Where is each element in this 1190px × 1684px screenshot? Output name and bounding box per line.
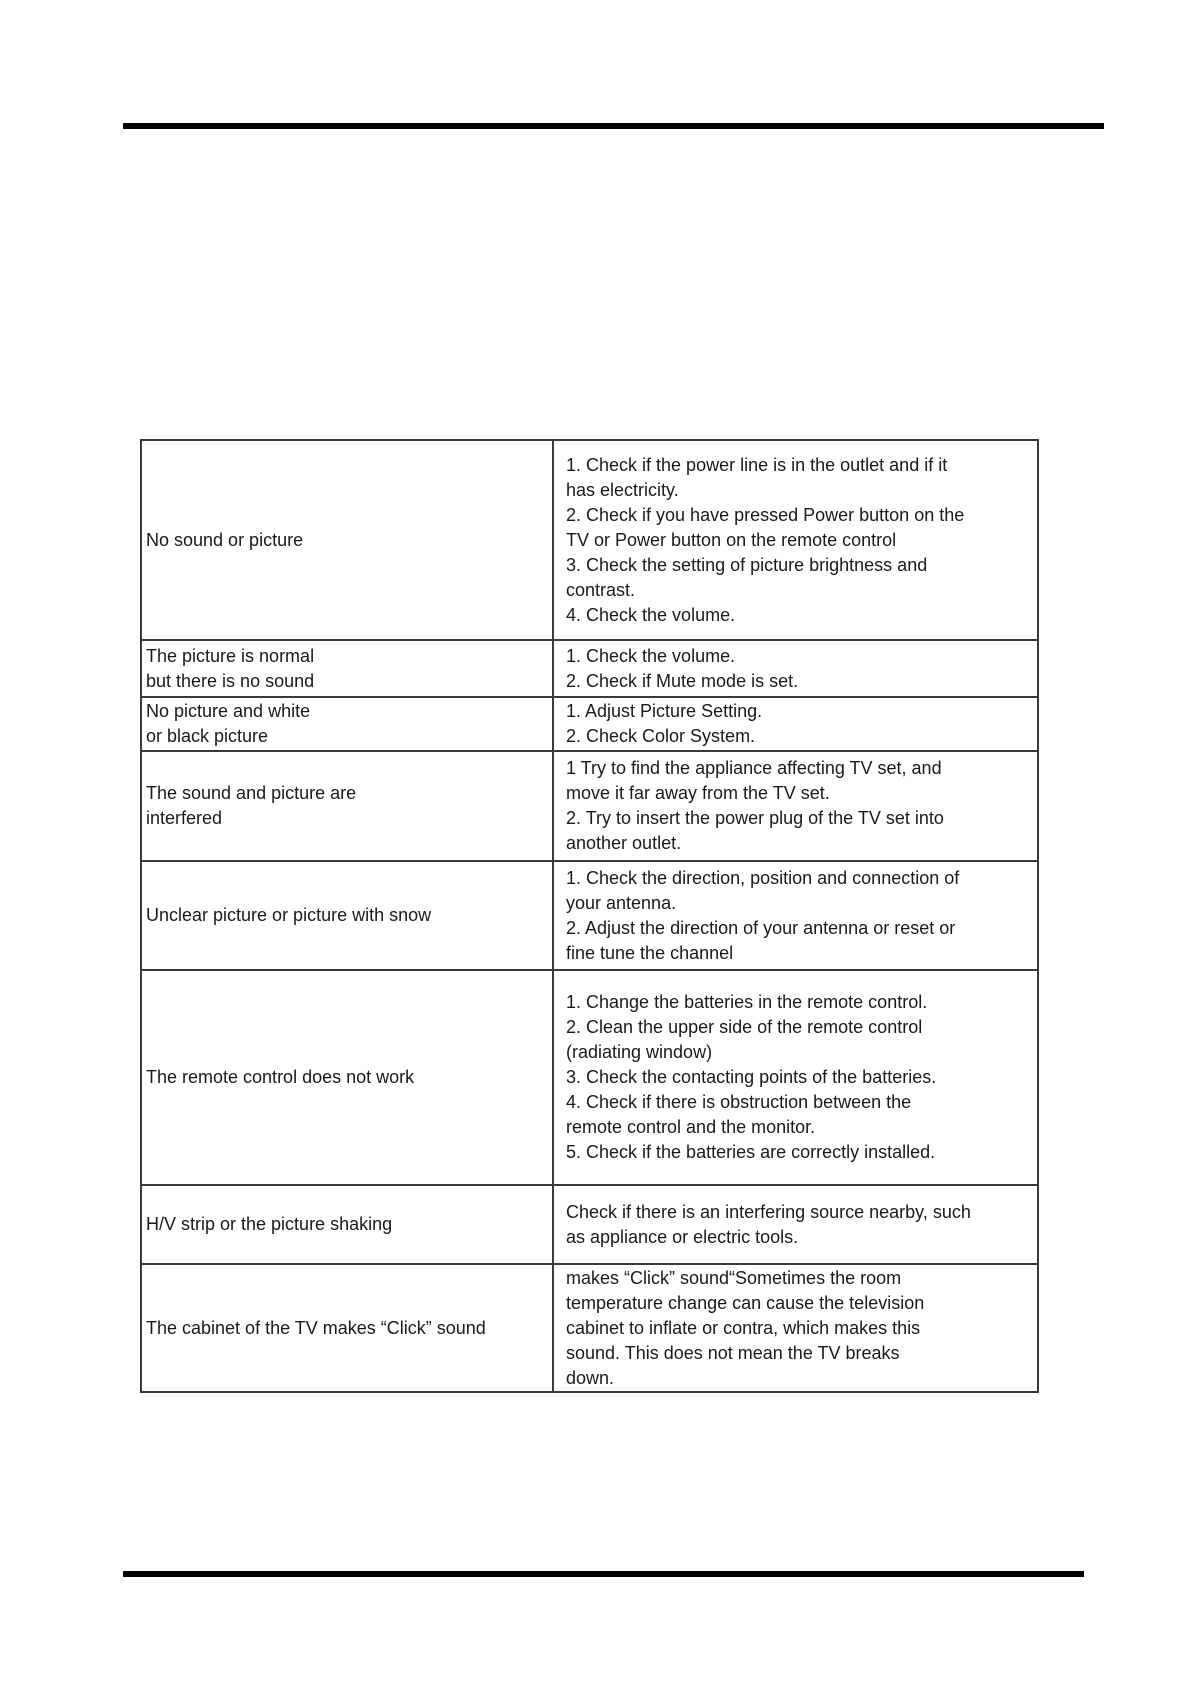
solution-cell: [553, 751, 1038, 861]
solution-text: makes “Click” sound“Sometimes the room: [566, 1267, 902, 1288]
symptom-text: or black picture: [146, 726, 269, 746]
solution-text: (radiating window): [566, 1042, 713, 1062]
symptom-cell: [141, 1264, 553, 1392]
solution-text: as appliance or electric tools.: [566, 1226, 799, 1247]
solution-text: TV or Power button on the remote control: [566, 529, 897, 550]
solution-text: another outlet.: [566, 833, 682, 853]
solution-text: cabinet to inflate or contra, which makes this: [566, 1317, 921, 1338]
symptom-cell: [141, 970, 553, 1185]
table-row: [141, 640, 1038, 697]
table-row: [141, 970, 1038, 1185]
symptom-cell: [141, 697, 553, 751]
solution-text: temperature change can cause the television: [566, 1292, 925, 1313]
symptom-text: The picture is normal: [146, 645, 315, 666]
solution-cell: [553, 1264, 1038, 1392]
solution-text: 5. Check if the batteries are correctly installed.: [566, 1142, 936, 1162]
solution-text: fine tune the channel: [566, 942, 734, 963]
solution-text: move it far away from the TV set.: [566, 783, 830, 803]
table-row: [141, 440, 1038, 640]
table-row: [141, 751, 1038, 861]
solution-text: Check if there is an interfering source nearby, such: [566, 1201, 971, 1222]
table-row: [141, 861, 1038, 970]
solution-text: sound. This does not mean the TV breaks: [566, 1342, 900, 1363]
table-row: [141, 697, 1038, 751]
solution-cell: [553, 640, 1038, 697]
solution-cell: [553, 970, 1038, 1185]
solution-text: 1. Adjust Picture Setting.: [566, 701, 763, 721]
symptom-cell: [141, 640, 553, 697]
solution-text: 2. Adjust the direction of your antenna or reset or: [566, 917, 956, 938]
solution-text: has electricity.: [566, 479, 679, 500]
symptom-text: The cabinet of the TV makes “Click” sound: [146, 1317, 486, 1338]
solution-cell: [553, 1185, 1038, 1264]
solution-text: down.: [566, 1367, 615, 1388]
symptom-text: but there is no sound: [146, 670, 315, 691]
solution-text: 4. Check the volume.: [566, 604, 736, 625]
solution-text: 1. Check the direction, position and connection of: [566, 867, 960, 888]
symptom-cell: [141, 861, 553, 970]
footer-rule: [123, 1571, 1084, 1577]
solution-text: 4. Check if there is obstruction between the: [566, 1092, 912, 1112]
solution-cell: [553, 697, 1038, 751]
solution-text: 1. Change the batteries in the remote control.: [566, 992, 928, 1012]
solution-text: 2. Check Color System.: [566, 726, 756, 746]
solution-text: 1. Check the volume.: [566, 645, 736, 666]
solution-text: 1 Try to find the appliance affecting TV set, and: [566, 758, 942, 778]
symptom-text: The remote control does not work: [146, 1067, 415, 1087]
symptom-text: The sound and picture are: [146, 783, 357, 803]
solution-cell: [553, 440, 1038, 640]
troubleshooting-table: [140, 439, 1039, 1393]
symptom-text: No sound or picture: [146, 529, 304, 550]
solution-text: 3. Check the contacting points of the batteries.: [566, 1067, 937, 1087]
solution-text: 3. Check the setting of picture brightness and: [566, 554, 928, 575]
symptom-cell: [141, 1185, 553, 1264]
solution-text: 2. Clean the upper side of the remote control: [566, 1017, 923, 1037]
solution-text: contrast.: [566, 579, 636, 600]
solution-text: 2. Check if Mute mode is set.: [566, 670, 799, 691]
symptom-text: H/V strip or the picture shaking: [146, 1214, 393, 1234]
solution-text: remote control and the monitor.: [566, 1117, 816, 1137]
solution-cell: [553, 861, 1038, 970]
symptom-text: Unclear picture or picture with snow: [146, 905, 432, 925]
table-row: [141, 1185, 1038, 1264]
symptom-text: interfered: [146, 808, 223, 828]
solution-text: 2. Try to insert the power plug of the TV set into: [566, 808, 944, 828]
symptom-text: No picture and white: [146, 701, 311, 721]
solution-text: 1. Check if the power line is in the outlet and if it: [566, 454, 948, 475]
symptom-cell: [141, 440, 553, 640]
header-rule: [123, 123, 1104, 129]
solution-text: your antenna.: [566, 892, 677, 913]
symptom-cell: [141, 751, 553, 861]
table-row: [141, 1264, 1038, 1392]
solution-text: 2. Check if you have pressed Power button on the: [566, 504, 965, 525]
